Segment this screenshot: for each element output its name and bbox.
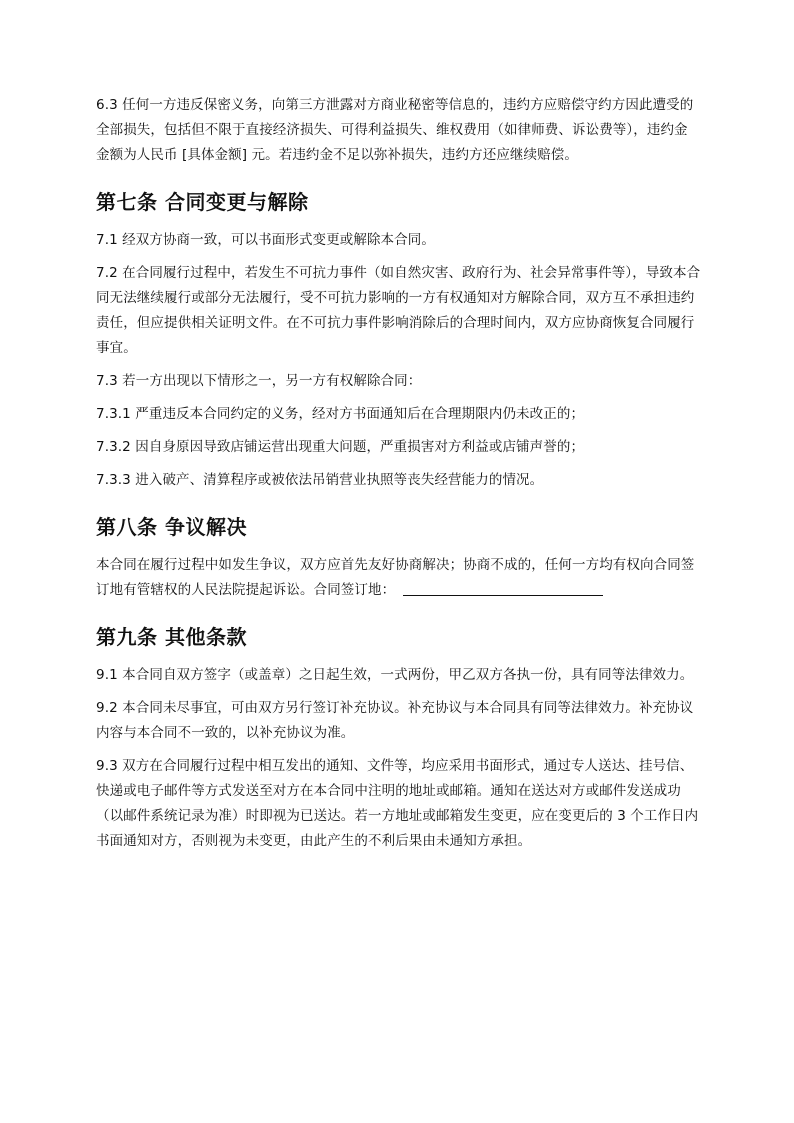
- dispute-resolution-text: 本合同在履行过程中如发生争议，双方应首先友好协商解决；协商不成的，任何一方均有权向合同签订地有管辖权的人民法院提起诉讼。合同签订地：: [96, 557, 695, 598]
- clause-7-1: 7.1 经双方协商一致，可以书面形式变更或解除本合同。: [96, 232, 435, 248]
- clause-7-3-2: 7.3.2 因自身原因导致店铺运营出现重大问题，严重损害对方利益或店铺声誉的；: [96, 439, 585, 455]
- clause-6-3: 6.3 任何一方违反保密义务，向第三方泄露对方商业秘密等信息的，违约方应赔偿守约方因此遭受的全部损失，包括但不限于直接经济损失、可得利益损失、维权费用（如律师费、诉讼费等），违约金金额为人民币 [具体金额] 元。若违约金不足以弥补损失，违约方还应继续赔偿。: [96, 97, 694, 163]
- article-8-heading: 第八条 争议解决: [96, 515, 247, 539]
- clause-7-2: 7.2 在合同履行过程中，若发生不可抗力事件（如自然灾害、政府行为、社会异常事件等），导致本合同无法继续履行或部分无法履行，受不可抗力影响的一方有权通知对方解除合同，双方互不承担违约责任，但应提供相关证明文件。在不可抗力事件影响消除后的合理时间内，双方应协商恢复合同履行事宜。: [96, 265, 701, 356]
- article-9-heading: 第九条 其他条款: [96, 625, 247, 649]
- signing-place-blank[interactable]: [403, 579, 603, 596]
- clause-7-3: 7.3 若一方出现以下情形之一，另一方有权解除合同：: [96, 373, 422, 389]
- clause-9-3: 9.3 双方在合同履行过程中相互发出的通知、文件等，均应采用书面形式，通过专人送达、挂号信、快递或电子邮件等方式发送至对方在本合同中注明的地址或邮箱。通知在送达对方或邮件发送成功（以邮件系统记录为准）时即视为已送达。若一方地址或邮箱发生变更，应在变更后的 3 个工作日内书面通知对方，否则视为未变更，由此产生的不利后果由未通知方承担。: [96, 758, 699, 849]
- clause-7-3-1: 7.3.1 严重违反本合同约定的义务，经对方书面通知后在合理期限内仍未改正的；: [96, 406, 585, 422]
- dispute-resolution-paragraph: [96, 553, 701, 603]
- article-7-heading: 第七条 合同变更与解除: [96, 190, 309, 214]
- contract-body: [96, 93, 701, 862]
- clause-9-2: 9.2 本合同未尽事宜，可由双方另行签订补充协议。补充协议与本合同具有同等法律效力。补充协议内容与本合同不一致的，以补充协议为准。: [96, 700, 694, 741]
- clause-7-3-3: 7.3.3 进入破产、清算程序或被依法吊销营业执照等丧失经营能力的情况。: [96, 472, 544, 488]
- clause-9-1: 9.1 本合同自双方签字（或盖章）之日起生效，一式两份，甲乙双方各执一份，具有同等法律效力。: [96, 667, 694, 683]
